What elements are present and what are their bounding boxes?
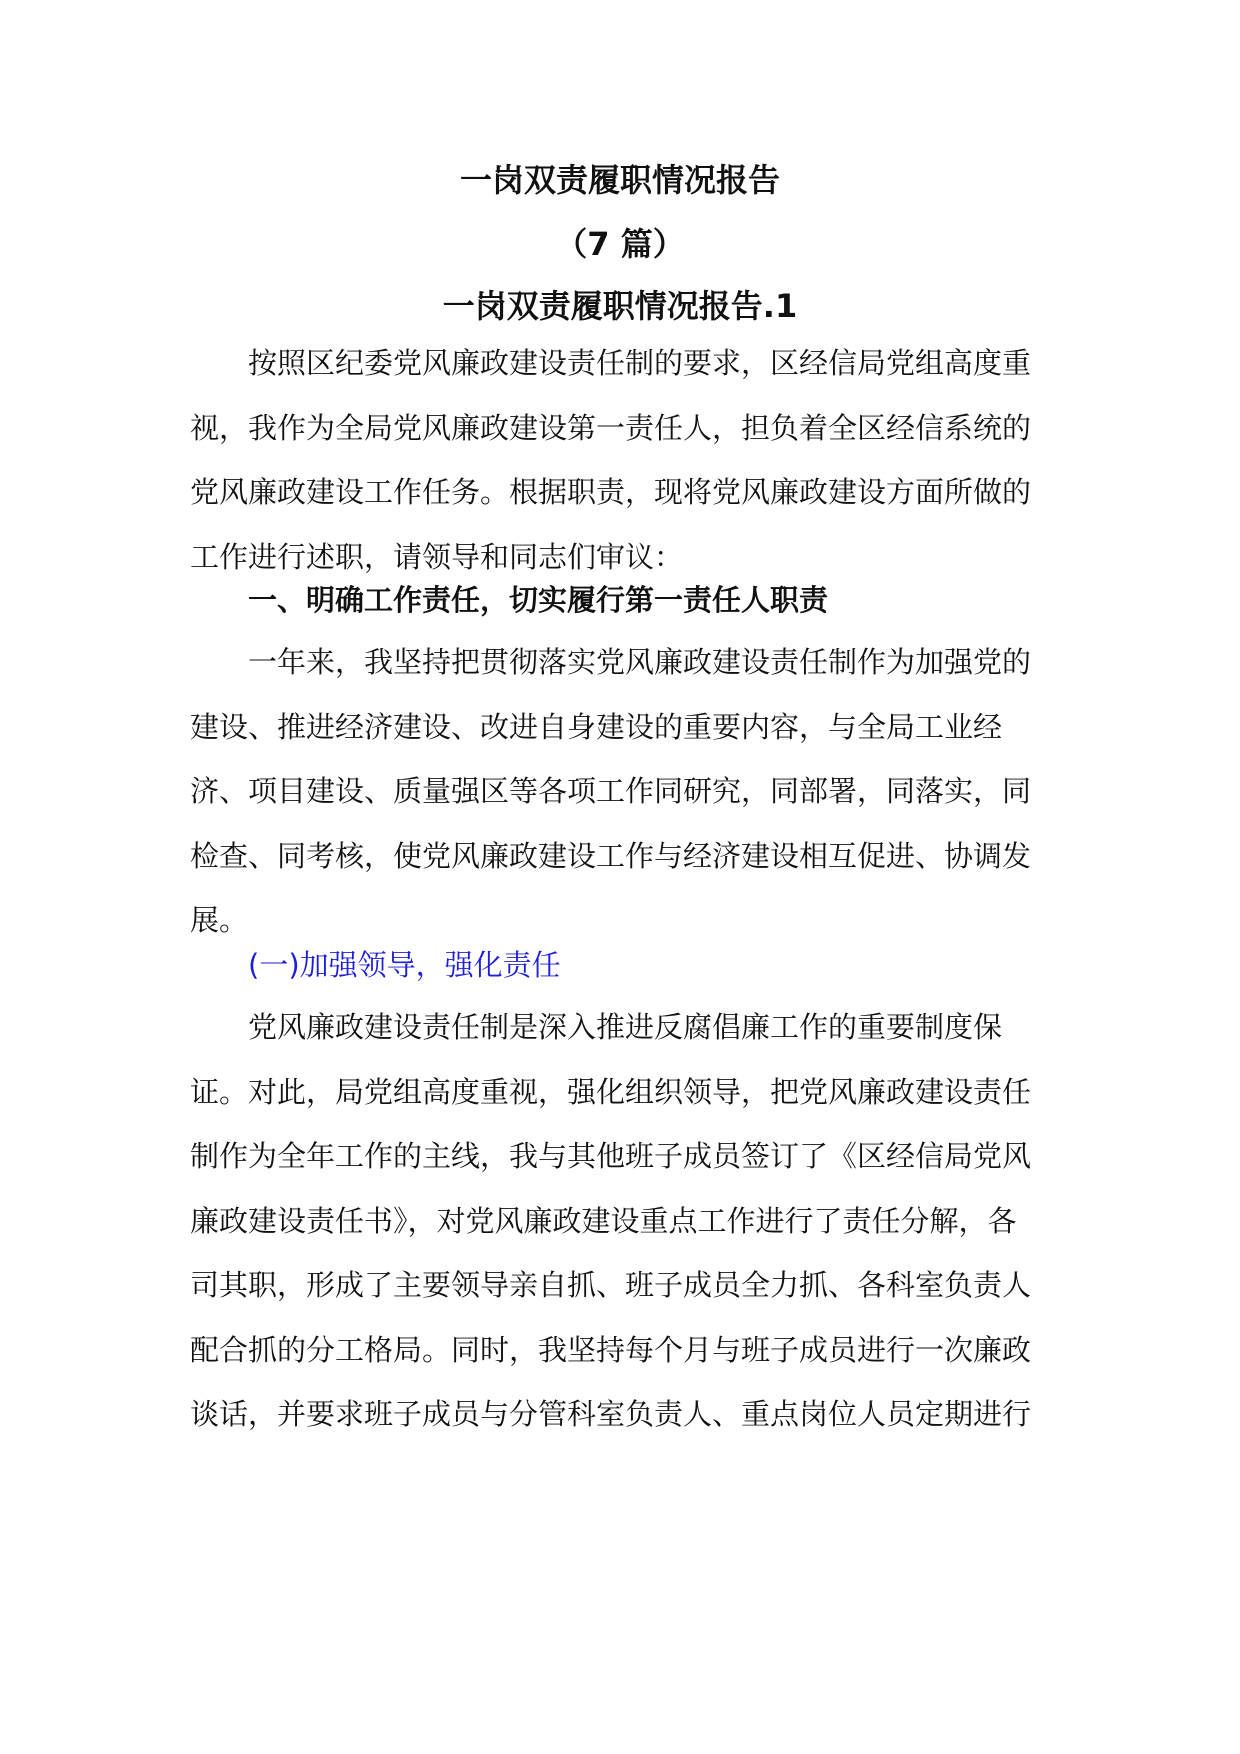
paragraph-line: 司其职，形成了主要领导亲自抓、班子成员全力抓、各科室负责人	[190, 1268, 1032, 1302]
paragraph-line: 谈话，并要求班子成员与分管科室负责人、重点岗位人员定期进行	[190, 1397, 1032, 1431]
section-title: 一岗双责履职情况报告.1	[442, 287, 798, 325]
paragraph-line: 一年来，我坚持把贯彻落实党风廉政建设责任制作为加强党的	[248, 645, 1032, 679]
paragraph-line: 配合抓的分工格局。同时，我坚持每个月与班子成员进行一次廉政	[190, 1332, 1032, 1367]
paragraph-3	[190, 995, 1040, 1447]
paragraph-line: 党风廉政建设责任制是深入推进反腐倡廉工作的重要制度保	[248, 1010, 1003, 1044]
paragraph-line: 工作进行述职，请领导和同志们审议：	[190, 539, 684, 574]
paragraph-2	[190, 630, 1040, 953]
paragraph-1	[190, 331, 1040, 589]
paragraph-line: 廉政建设责任书》，对党风廉政建设重点工作进行了责任分解，各	[190, 1203, 1017, 1238]
paragraph-line: 证。对此，局党组高度重视，强化组织领导，把党风廉政建设责任	[190, 1074, 1032, 1109]
paragraph-line: 制作为全年工作的主线，我与其他班子成员签订了《区经信局党风	[190, 1139, 1032, 1173]
paragraph-line: 党风廉政建设工作任务。根据职责，现将党风廉政建设方面所做的	[190, 475, 1032, 509]
heading-level-1: 一、明确工作责任，切实履行第一责任人职责	[248, 583, 829, 617]
document-title: 一岗双责履职情况报告	[459, 161, 780, 199]
paragraph-line: 建设、推进经济建设、改进自身建设的重要内容，与全局工业经	[190, 709, 1003, 744]
heading-level-2: (一)加强领导，强化责任	[248, 948, 561, 982]
paragraph-line: 展。	[190, 903, 249, 937]
paragraph-line: 检查、同考核，使党风廉政建设工作与经济建设相互促进、协调发	[190, 838, 1032, 873]
document-subtitle: （7 篇）	[555, 225, 685, 263]
paragraph-line: 济、项目建设、质量强区等各项工作同研究，同部署，同落实，同	[190, 774, 1032, 808]
paragraph-line: 按照区纪委党风廉政建设责任制的要求，区经信局党组高度重	[248, 346, 1032, 380]
paragraph-line: 视，我作为全局党风廉政建设第一责任人，担负着全区经信系统的	[190, 410, 1032, 445]
